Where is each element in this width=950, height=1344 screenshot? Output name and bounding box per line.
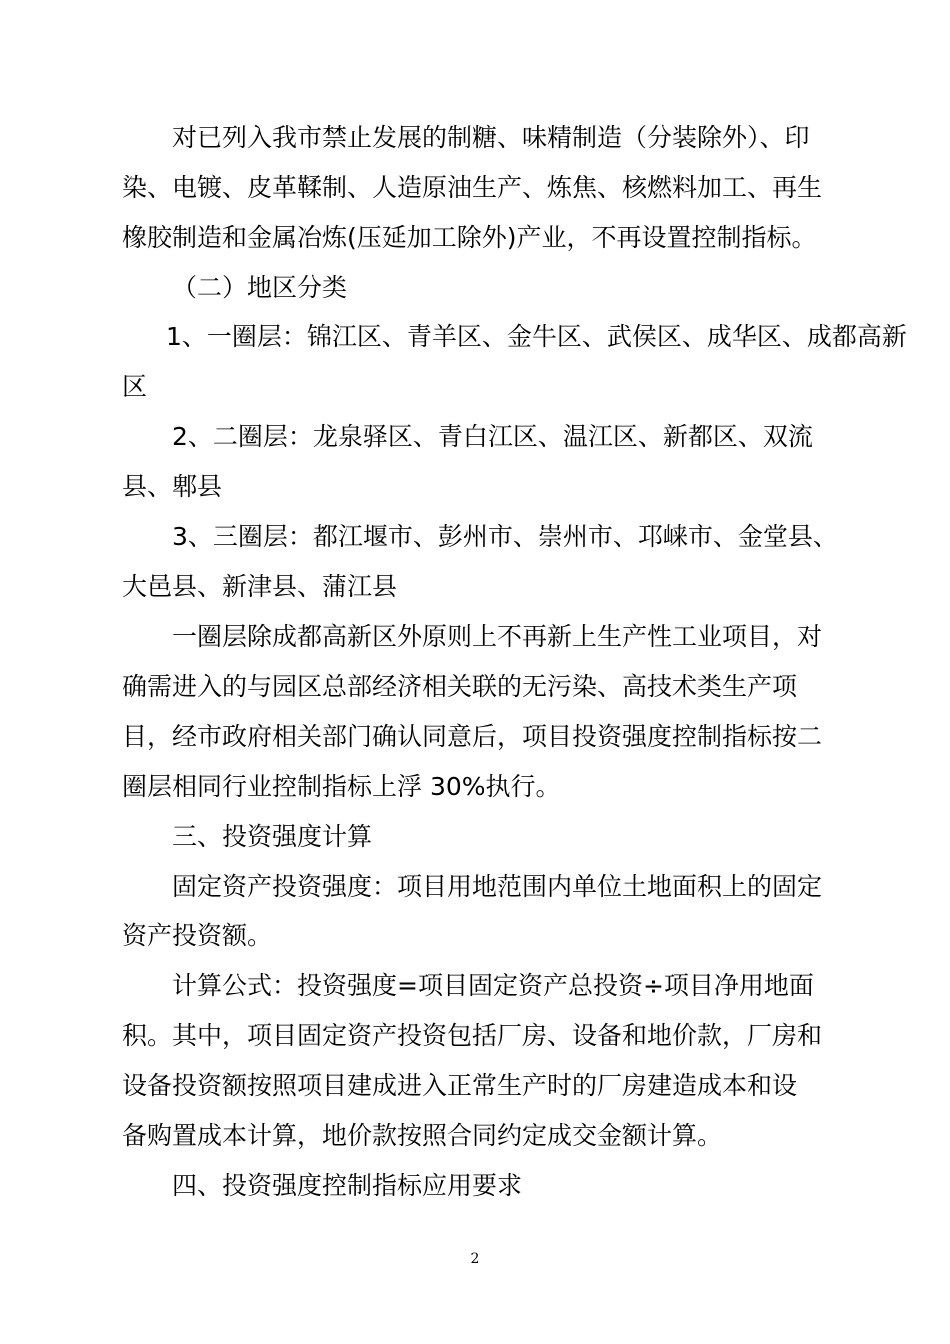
section-heading: 四、投资强度控制指标应用要求 (172, 1171, 523, 1200)
paragraph-line: 对已列入我市禁止发展的制糖、味精制造（分装除外）、印 (172, 123, 810, 152)
paragraph-line: 一圈层除成都高新区外原则上不再新上生产性工业项目，对 (172, 622, 823, 651)
section-heading: 三、投资强度计算 (172, 822, 373, 851)
paragraph-line: 设备投资额按照项目建成进入正常生产时的厂房建造成本和设 (122, 1071, 798, 1100)
paragraph-line: 染、电镀、皮革鞣制、人造原油生产、炼焦、核燃料加工、再生 (122, 173, 823, 202)
paragraph-line: 备购置成本计算，地价款按照合同约定成交金额计算。 (122, 1121, 723, 1150)
list-item-line: 2、二圈层：龙泉驿区、青白江区、温江区、新都区、双流 (172, 422, 813, 451)
list-item-line: 区 (122, 372, 148, 401)
paragraph-line: 圈层相同行业控制指标上浮 30%执行。 (122, 772, 561, 801)
paragraph-line: 橡胶制造和金属冶炼(压延加工除外)产业，不再设置控制指标。 (122, 223, 817, 252)
paragraph-line: 计算公式：投资强度=项目固定资产总投资÷项目净用地面 (172, 971, 814, 1000)
paragraph-line: 资产投资额。 (122, 921, 273, 950)
paragraph-line: 积。其中，项目固定资产投资包括厂房、设备和地价款，厂房和 (122, 1021, 823, 1050)
list-item-line: 县、郫县 (122, 472, 223, 501)
list-item-line: 大邑县、新津县、蒲江县 (122, 572, 398, 601)
paragraph-line: 确需进入的与园区总部经济相关联的无污染、高技术类生产项 (122, 672, 798, 701)
paragraph-line: 固定资产投资强度：项目用地范围内单位土地面积上的固定 (172, 872, 823, 901)
section-heading: （二）地区分类 (172, 273, 348, 302)
list-item-line: 3、三圈层：都江堰市、彭州市、崇州市、邛崃市、金堂县、 (172, 522, 838, 551)
list-item-line: 1、一圈层：锦江区、青羊区、金牛区、武侯区、成华区、成都高新 (166, 322, 907, 351)
page-number: 2 (470, 1251, 480, 1267)
paragraph-line: 目，经市政府相关部门确认同意后，项目投资强度控制指标按二 (122, 722, 823, 751)
